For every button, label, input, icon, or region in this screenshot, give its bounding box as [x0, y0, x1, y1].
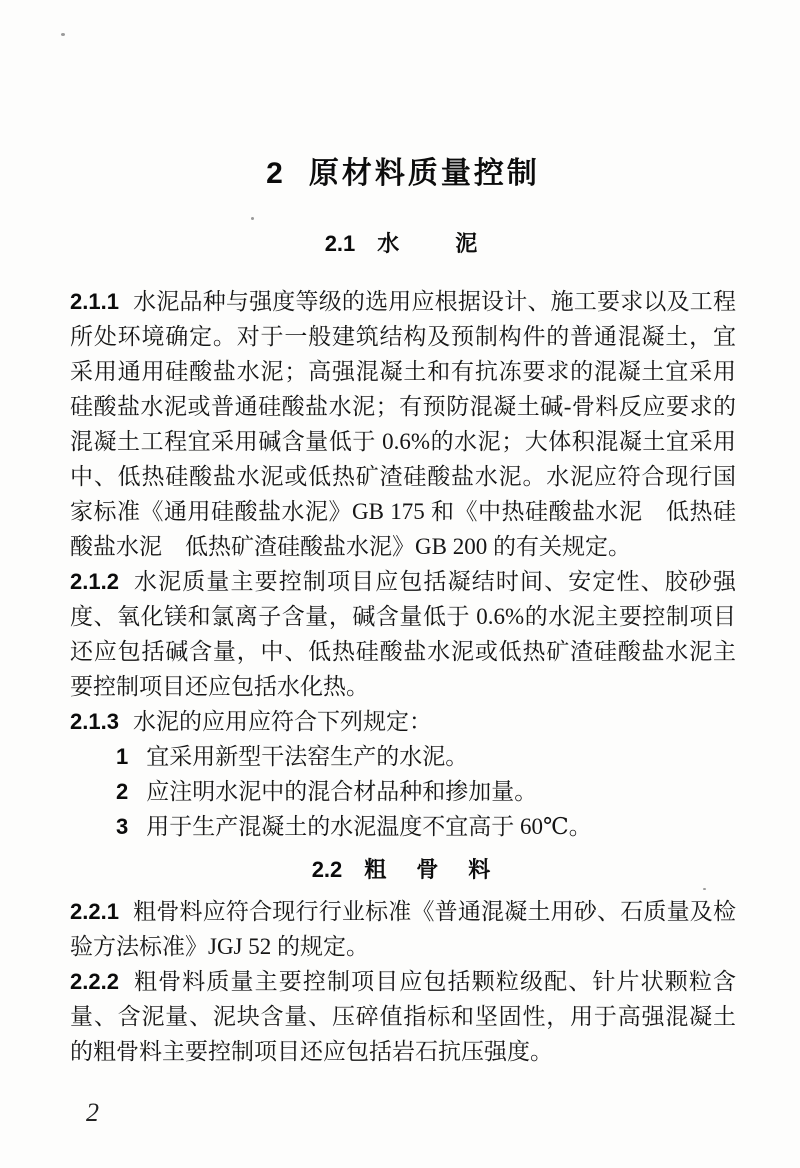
clause-2-1-3-item-1 [70, 739, 736, 774]
clause-text: 粗骨料应符合现行行业标准《普通混凝土用砂、石质量及检验方法标准》JGJ 52 的规定。 [70, 899, 736, 959]
chapter-title [70, 158, 736, 190]
section-number: 2.1 [324, 231, 356, 256]
clause-text: 水泥品种与强度等级的选用应根据设计、施工要求以及工程所处环境确定。对于一般建筑结构及预制构件的普通混凝土，宜采用通用硅酸盐水泥；高强混凝土和有抗冻要求的混凝土宜采用硅酸盐水泥或普通硅酸盐水泥；有预防混凝土碱-骨料反应要求的混凝土工程宜采用碱含量低于 0.6%的水泥；大体积混凝土宜采用中、低热硅酸盐水泥或低热矿渣硅酸盐水泥。水泥应符合现行国家标准《通用硅酸盐水泥》GB 175 和《中热硅酸盐水泥 低热硅酸盐水泥 低热矿渣硅酸盐水泥》GB 200 的有关规定。 [70, 289, 736, 559]
item-text: 应注明水泥中的混合材品种和掺加量。 [146, 779, 538, 804]
section-heading-coarse-aggregate [70, 858, 736, 882]
chapter-number: 2 [266, 157, 283, 190]
clause-number: 2.2.2 [70, 969, 119, 994]
clause-number: 2.1.3 [70, 709, 119, 734]
clause-number: 2.1.2 [70, 569, 119, 594]
clause-text: 水泥质量主要控制项目应包括凝结时间、安定性、胶砂强度、氧化镁和氯离子含量，碱含量低于 0.6%的水泥主要控制项目还应包括碱含量，中、低热硅酸盐水泥或低热矿渣硅酸盐水泥主要控制项目还应包括水化热。 [70, 569, 736, 699]
clause-2-1-1 [70, 284, 736, 564]
item-number: 2 [116, 779, 129, 804]
page-number: 2 [86, 1098, 99, 1127]
clause-text: 水泥的应用应符合下列规定： [132, 709, 432, 734]
section-heading-cement [70, 232, 736, 256]
clause-2-2-2 [70, 964, 736, 1069]
item-text: 宜采用新型干法窑生产的水泥。 [146, 744, 469, 769]
scan-speck [703, 888, 706, 890]
clause-2-1-3-item-3 [70, 809, 736, 844]
section-number: 2.2 [311, 857, 343, 882]
section-title-text: 粗 骨 料 [364, 857, 495, 882]
section-title-text: 水 泥 [377, 231, 482, 256]
clause-text: 粗骨料质量主要控制项目应包括颗粒级配、针片状颗粒含量、含泥量、泥块含量、压碎值指标和坚固性，用于高强混凝土的粗骨料主要控制项目还应包括岩石抗压强度。 [70, 969, 736, 1064]
scan-speck [251, 217, 254, 220]
clause-2-1-2 [70, 564, 736, 704]
section-cement-body [70, 284, 736, 844]
scan-speck [61, 33, 65, 36]
item-number: 1 [116, 744, 129, 769]
clause-number: 2.1.1 [70, 289, 119, 314]
clause-2-2-1 [70, 894, 736, 964]
item-number: 3 [116, 814, 129, 839]
clause-2-1-3-item-2 [70, 774, 736, 809]
item-text: 用于生产混凝土的水泥温度不宜高于 60℃。 [146, 814, 592, 839]
clause-number: 2.2.1 [70, 899, 119, 924]
clause-2-1-3 [70, 704, 736, 739]
chapter-title-text: 原材料质量控制 [308, 157, 540, 190]
section-coarse-aggregate-body [70, 894, 736, 1069]
